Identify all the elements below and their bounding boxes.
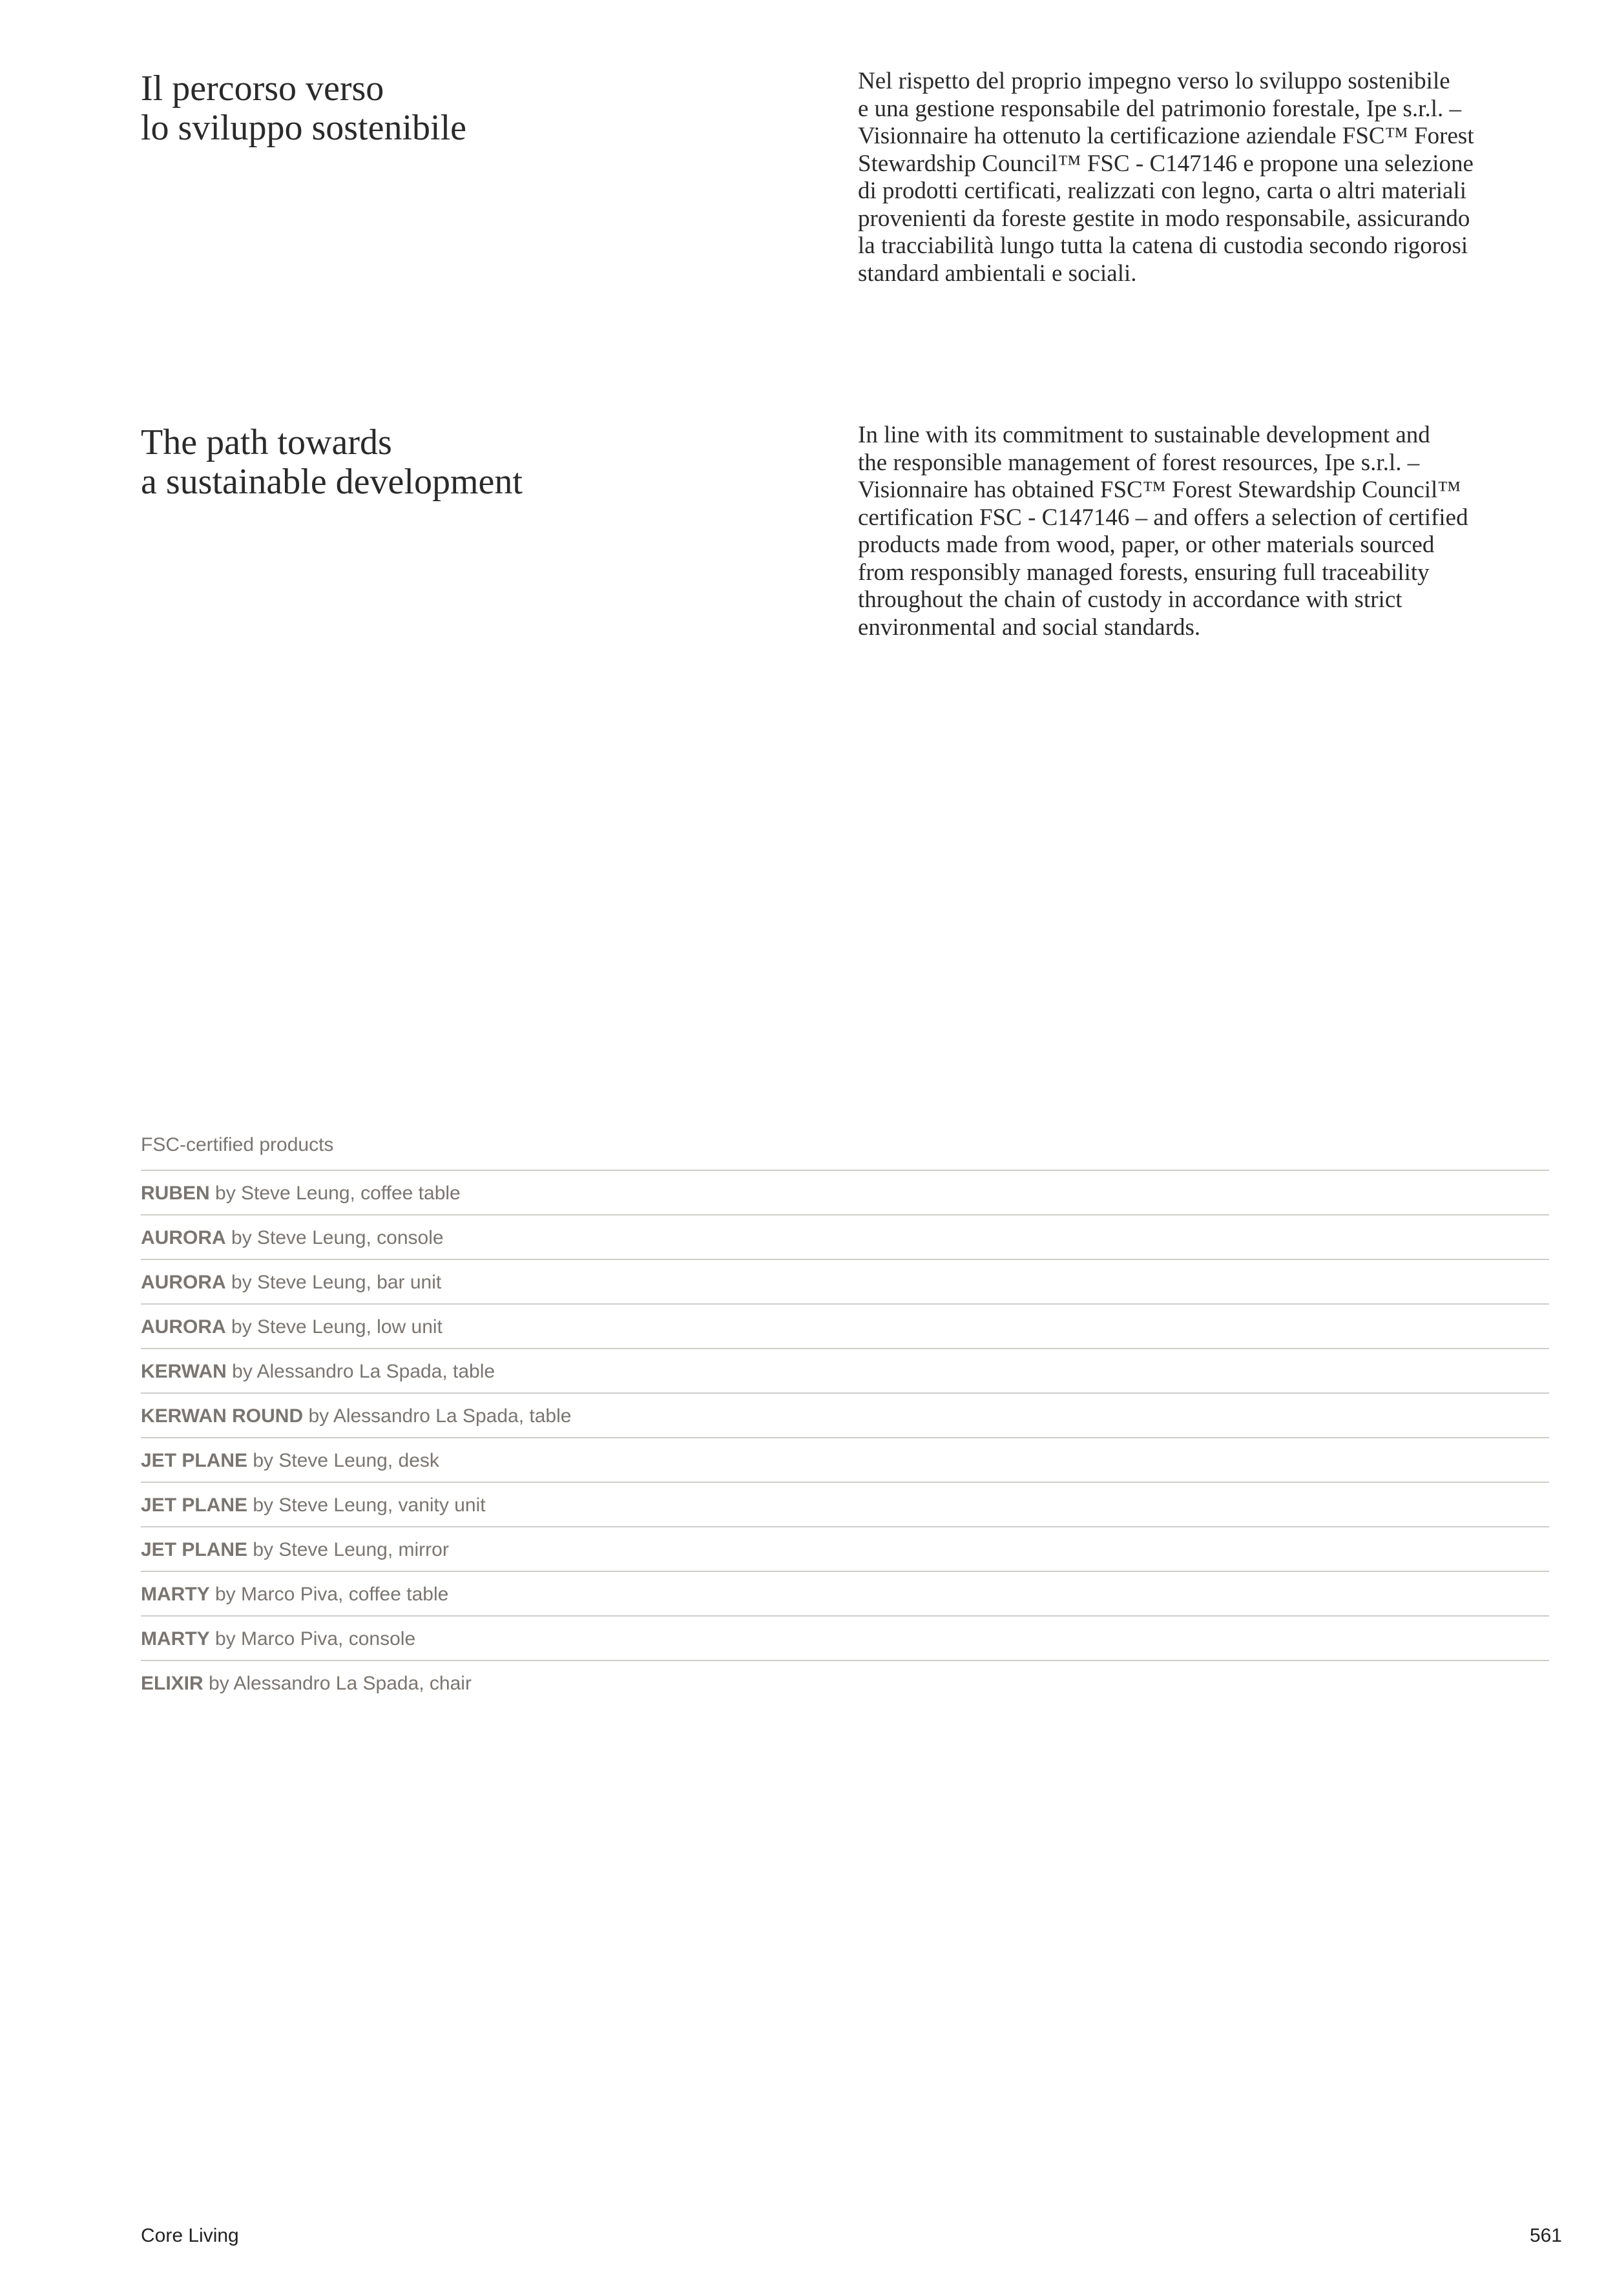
product-detail: by Alessandro La Spada, table <box>303 1405 572 1427</box>
italian-paragraph-line: la tracciabilità lungo tutta la catena di custodia secondo rigorosi <box>858 233 1468 259</box>
italian-heading-line: Il percorso verso <box>141 68 384 109</box>
english-paragraph-line: the responsible management of forest resources, Ipe s.r.l. – <box>858 449 1420 476</box>
product-name: JET PLANE <box>141 1494 248 1516</box>
english-paragraph-line: Visionnaire has obtained FSC™ Forest Stewardship Council™ <box>858 477 1461 503</box>
italian-paragraph-line: Visionnaire ha ottenuto la certificazione aziendale FSC™ Forest <box>858 123 1474 149</box>
english-paragraph-line: In line with its commitment to sustainable development and <box>858 422 1430 448</box>
product-detail: by Steve Leung, desk <box>247 1450 439 1471</box>
product-name: AURORA <box>141 1227 226 1248</box>
italian-paragraph-line: standard ambientali e sociali. <box>858 260 1137 287</box>
product-name: MARTY <box>141 1584 210 1605</box>
product-detail: by Marco Piva, coffee table <box>209 1584 449 1605</box>
italian-paragraph <box>858 68 1562 287</box>
product-name: KERWAN <box>141 1361 227 1382</box>
italian-heading-line: lo sviluppo sostenibile <box>141 108 466 148</box>
english-paragraph-line: certification FSC - C147146 – and offers a selection of certified <box>858 504 1468 531</box>
list-item <box>141 1260 1549 1305</box>
list-item <box>141 1661 1549 1706</box>
product-name: AURORA <box>141 1316 226 1338</box>
italian-heading <box>141 69 466 148</box>
product-name: JET PLANE <box>141 1450 248 1471</box>
italian-paragraph-line: provenienti da foreste gestite in modo responsabile, assicurando <box>858 205 1470 232</box>
product-name: AURORA <box>141 1272 226 1293</box>
english-paragraph-line: from responsibly managed forests, ensuring full traceability <box>858 559 1430 586</box>
product-detail: by Steve Leung, low unit <box>225 1316 443 1338</box>
list-item <box>141 1394 1549 1438</box>
list-item <box>141 1527 1549 1572</box>
list-item <box>141 1171 1549 1215</box>
english-paragraph-line: throughout the chain of custody in accordance with strict <box>858 586 1402 613</box>
product-name: JET PLANE <box>141 1539 248 1560</box>
product-detail: by Alessandro La Spada, table <box>226 1361 495 1382</box>
list-item <box>141 1438 1549 1483</box>
english-heading-line: The path towards <box>141 422 392 462</box>
product-detail: by Steve Leung, mirror <box>247 1539 449 1560</box>
product-detail: by Steve Leung, console <box>225 1227 444 1248</box>
product-detail: by Marco Piva, console <box>209 1628 416 1650</box>
list-item <box>141 1305 1549 1349</box>
product-detail: by Steve Leung, coffee table <box>209 1183 461 1204</box>
list-item <box>141 1617 1549 1661</box>
product-name: RUBEN <box>141 1183 210 1204</box>
italian-paragraph-line: Nel rispetto del proprio impegno verso lo sviluppo sostenibile <box>858 68 1450 94</box>
list-item <box>141 1572 1549 1617</box>
english-paragraph <box>858 422 1562 641</box>
english-paragraph-line: environmental and social standards. <box>858 614 1201 641</box>
product-name: KERWAN ROUND <box>141 1405 304 1427</box>
list-item <box>141 1483 1549 1527</box>
product-name: ELIXIR <box>141 1673 203 1694</box>
product-detail: by Steve Leung, bar unit <box>225 1272 442 1293</box>
english-paragraph-line: products made from wood, paper, or other materials sourced <box>858 532 1435 558</box>
list-item <box>141 1215 1549 1260</box>
page-number: 561 <box>1529 2225 1562 2246</box>
english-heading-line: a sustainable development <box>141 462 523 502</box>
english-heading <box>141 423 523 502</box>
italian-paragraph-line: di prodotti certificati, realizzati con legno, carta o altri materiali <box>858 178 1467 204</box>
product-detail: by Steve Leung, vanity unit <box>247 1494 486 1516</box>
product-name: MARTY <box>141 1628 210 1650</box>
fsc-products-list <box>141 1127 1549 1706</box>
fsc-list-title: FSC-certified products <box>141 1127 1549 1171</box>
footer-section-name: Core Living <box>141 2225 239 2246</box>
list-item <box>141 1349 1549 1394</box>
product-detail: by Alessandro La Spada, chair <box>203 1673 472 1694</box>
italian-paragraph-line: Stewardship Council™ FSC - C147146 e propone una selezione <box>858 150 1474 177</box>
italian-paragraph-line: e una gestione responsabile del patrimonio forestale, Ipe s.r.l. – <box>858 95 1461 122</box>
